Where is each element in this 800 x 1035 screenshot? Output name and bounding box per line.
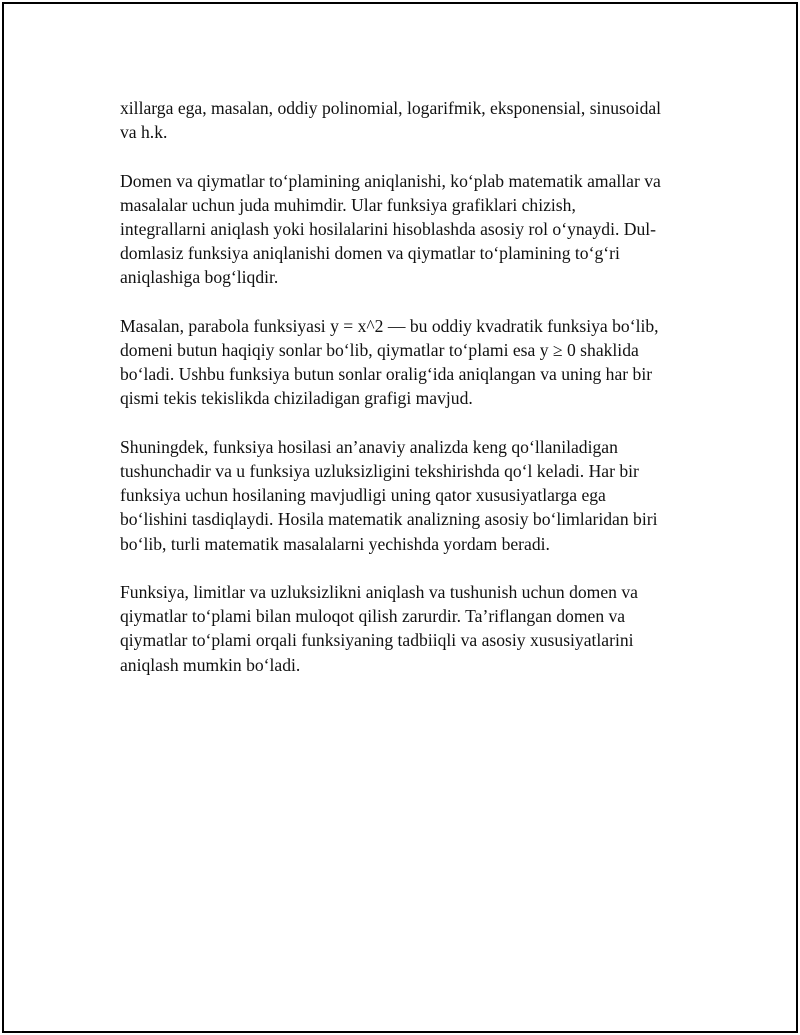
- text-line: Domen va qiymatlar to‘plamining aniqlanishi, ko‘plab matematik amallar va: [120, 170, 661, 191]
- text-line: Shuningdek, funksiya hosilasi an’anaviy analizda keng qo‘llaniladigan: [120, 436, 618, 457]
- page-frame: [2, 2, 798, 1033]
- paragraph-2: [120, 169, 692, 290]
- paragraph-1: [120, 96, 692, 144]
- text-line: funksiya uchun hosilaning mavjudligi uning qator xususiyatlarga ega: [120, 485, 606, 506]
- text-line: domeni butun haqiqiy sonlar bo‘lib, qiymatlar to‘plami esa y ≥ 0 shaklida: [120, 340, 639, 360]
- text-line: tushunchadir va u funksiya uzluksizligini tekshirishda qo‘l keladi. Har bir: [120, 461, 639, 481]
- text-line: qiymatlar to‘plami orqali funksiyaning tadbiiqli va asosiy xususiyatlarini: [120, 630, 634, 651]
- text-line: xillarga ega, masalan, oddiy polinomial, logarifmik, eksponensial, sinusoidal: [120, 98, 662, 118]
- text-line: aniqlashiga bog‘liqdir.: [120, 267, 279, 288]
- text-line: qismi tekis tekislikda chiziladigan grafigi mavjud.: [120, 388, 473, 409]
- paragraph-3: [120, 314, 692, 411]
- paragraph-4: [120, 435, 692, 556]
- text-line: qiymatlar to‘plami bilan muloqot qilish zarurdir. Ta’riflangan domen va: [120, 606, 626, 627]
- text-line: domlasiz funksiya aniqlanishi domen va qiymatlar to‘plamining to‘g‘ri: [120, 243, 620, 264]
- text-line: integrallarni aniqlash yoki hosilalarini hisoblashda asosiy rol o‘ynaydi. Dul-: [120, 219, 657, 239]
- text-line: bo‘lishini tasdiqlaydi. Hosila matematik analizning asosiy bo‘limlaridan biri: [120, 509, 658, 530]
- document-body: [120, 96, 692, 701]
- text-line: Masalan, parabola funksiyasi y = x^2 — bu oddiy kvadratik funksiya bo‘lib,: [120, 315, 659, 336]
- text-line: aniqlash mumkin bo‘ladi.: [120, 654, 301, 675]
- text-line: masalalar uchun juda muhimdir. Ular funksiya grafiklari chizish,: [120, 194, 576, 215]
- paragraph-5: [120, 580, 692, 677]
- text-line: bo‘lib, turli matematik masalalarni yechishda yordam beradi.: [120, 533, 550, 554]
- text-line: bo‘ladi. Ushbu funksiya butun sonlar oralig‘ida aniqlangan va uning har bir: [120, 364, 653, 385]
- text-line: Funksiya, limitlar va uzluksizlikni aniqlash va tushunish uchun domen va: [120, 582, 638, 602]
- text-line: va h.k.: [120, 122, 168, 143]
